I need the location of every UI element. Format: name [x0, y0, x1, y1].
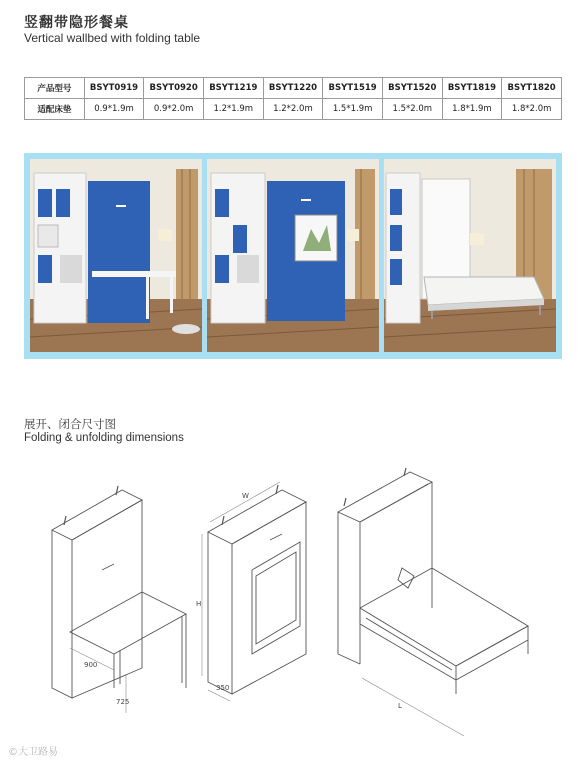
label-depth: 350 [216, 684, 230, 692]
photo-bed-closed [207, 159, 379, 352]
label-height-h: H [196, 600, 202, 608]
label-length-l: L [398, 702, 402, 710]
mattress-cell: 1.5*2.0m [382, 99, 442, 120]
model-cell: BSYT1220 [263, 78, 323, 99]
model-cell: BSYT1519 [323, 78, 383, 99]
diagram-bed-closed [196, 476, 326, 701]
page-title-en: Vertical wallbed with folding table [24, 31, 201, 45]
model-cell: BSYT1520 [382, 78, 442, 99]
row-label-mattress: 适配床垫 [25, 99, 85, 120]
mattress-cell: 1.5*1.9m [323, 99, 383, 120]
spec-table [24, 77, 562, 120]
diagram-bed-open [332, 458, 550, 740]
label-table-depth: 900 [84, 661, 98, 669]
mattress-cell: 1.8*2.0m [502, 99, 562, 120]
photo-strip [24, 153, 562, 359]
mattress-cell: 1.2*1.9m [203, 99, 263, 120]
mattress-cell: 1.2*2.0m [263, 99, 323, 120]
mattress-cell: 0.9*1.9m [84, 99, 144, 120]
label-width-w: W [242, 492, 249, 500]
table-row-mattress [25, 99, 562, 120]
model-cell: BSYT0919 [84, 78, 144, 99]
label-table-height: 725 [116, 698, 130, 706]
model-cell: BSYT1820 [502, 78, 562, 99]
row-label-model: 产品型号 [25, 78, 85, 99]
mattress-cell: 0.9*2.0m [144, 99, 204, 120]
dimensions-title-cn: 展开、闭合尺寸图 [24, 417, 116, 431]
photo-bed-open [384, 159, 556, 352]
model-cell: BSYT0920 [144, 78, 204, 99]
dimensions-title-en: Folding & unfolding dimensions [24, 432, 184, 444]
diagram-table-open [44, 478, 204, 723]
mattress-cell: 1.8*1.9m [442, 99, 502, 120]
table-row-models [25, 78, 562, 99]
photo-table-open [30, 159, 202, 352]
page-title-cn: 竖翻带隐形餐桌 [24, 15, 129, 31]
model-cell: BSYT1219 [203, 78, 263, 99]
watermark: ©大卫路易 [8, 747, 58, 758]
model-cell: BSYT1819 [442, 78, 502, 99]
